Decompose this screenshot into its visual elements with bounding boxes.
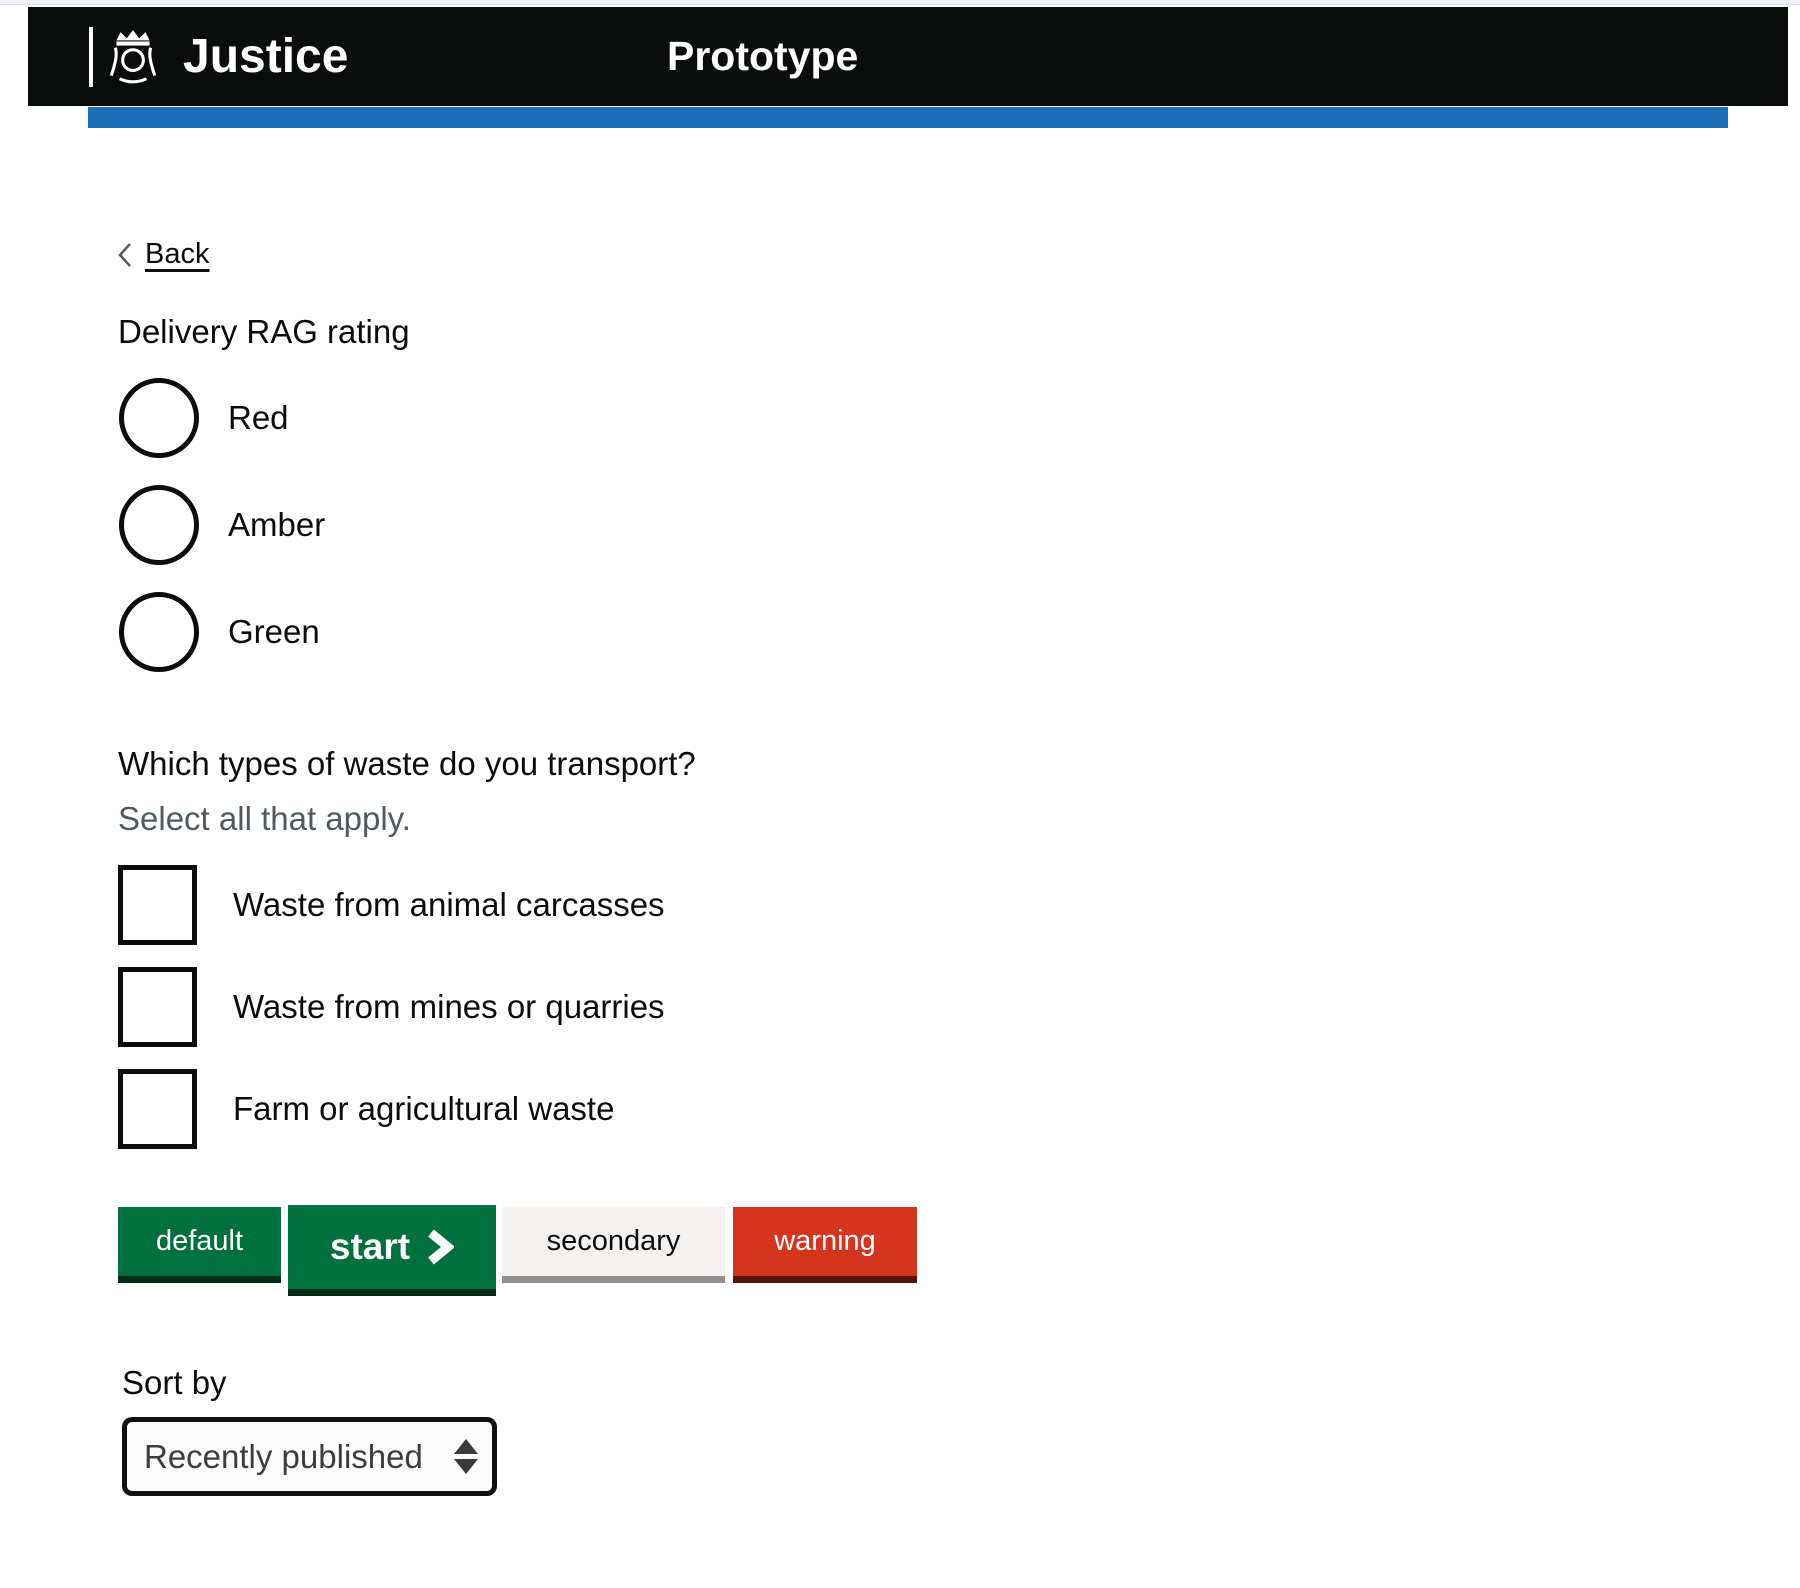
back-link-label[interactable]: Back [145, 238, 210, 270]
app-header [28, 7, 1788, 106]
top-strip [0, 0, 1800, 5]
checkbox-farm-agricultural[interactable] [118, 1069, 197, 1149]
chevron-right-icon [426, 1229, 454, 1265]
radio-amber[interactable] [119, 485, 199, 565]
warning-button-label: warning [774, 1225, 876, 1257]
logo-divider [89, 27, 93, 87]
waste-types-legend: Which types of waste do you transport? [118, 745, 696, 782]
radio-red[interactable] [119, 378, 199, 458]
checkbox-mines-quarries[interactable] [118, 967, 197, 1047]
radio-red-label[interactable]: Red [228, 399, 289, 436]
service-name: Prototype [667, 33, 859, 79]
waste-types-hint: Select all that apply. [118, 800, 411, 837]
royal-arms-crown-icon [99, 26, 167, 88]
checkbox-animal-carcasses-label[interactable]: Waste from animal carcasses [233, 886, 665, 923]
header-blue-bar [88, 107, 1728, 128]
checkbox-mines-quarries-label[interactable]: Waste from mines or quarries [233, 988, 665, 1025]
warning-button[interactable] [733, 1207, 917, 1276]
start-button-label: start [329, 1226, 411, 1267]
secondary-button[interactable] [502, 1207, 725, 1276]
rag-rating-legend: Delivery RAG rating [118, 313, 410, 350]
up-down-spinner-icon [454, 1439, 478, 1474]
justice-home-link[interactable] [89, 26, 348, 88]
start-button[interactable] [288, 1205, 496, 1289]
sort-select[interactable] [122, 1417, 497, 1496]
radio-green-label[interactable]: Green [228, 613, 320, 650]
radio-green[interactable] [119, 592, 199, 672]
sort-by-label: Sort by [122, 1364, 227, 1401]
sort-select-value: Recently published [144, 1437, 423, 1475]
logo-text[interactable]: Justice [183, 30, 349, 83]
default-button[interactable] [118, 1207, 281, 1276]
back-link[interactable] [117, 238, 209, 271]
radio-amber-label[interactable]: Amber [228, 506, 326, 543]
secondary-button-label: secondary [546, 1225, 681, 1257]
checkbox-farm-agricultural-label[interactable]: Farm or agricultural waste [233, 1090, 615, 1127]
default-button-label: default [155, 1225, 244, 1257]
checkbox-animal-carcasses[interactable] [118, 865, 197, 945]
chevron-left-icon [117, 242, 133, 268]
